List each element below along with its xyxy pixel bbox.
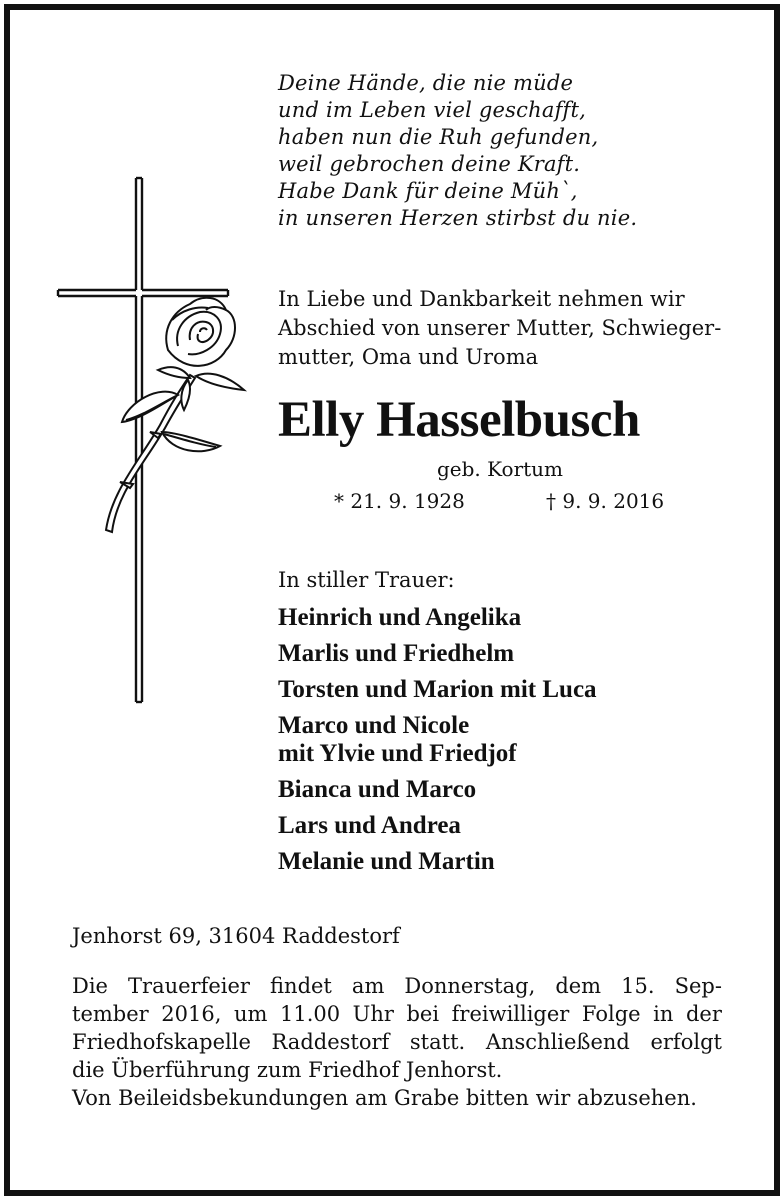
ceremony-word: bei bbox=[406, 1002, 440, 1026]
ceremony-word: Raddestorf bbox=[271, 1030, 390, 1054]
poem-line: Habe Dank für deine Müh`, bbox=[278, 179, 578, 203]
ceremony-word: Trauerfeier bbox=[128, 974, 250, 998]
mourner-entry: Heinrich und Angelika bbox=[278, 604, 522, 631]
mourner-entry: Melanie und Martin bbox=[278, 848, 495, 875]
deceased-name: Elly Hasselbusch bbox=[278, 392, 640, 448]
poem-line: und im Leben viel geschafft, bbox=[278, 98, 587, 122]
mourner-entry: Marco und Nicole bbox=[278, 712, 470, 739]
ceremony-word: freiwilliger bbox=[451, 1002, 570, 1026]
ceremony-word: 11.00 bbox=[279, 1002, 341, 1026]
birth-name: geb. Kortum bbox=[436, 457, 564, 481]
mourner-entry: mit Ylvie und Friedjof bbox=[278, 740, 517, 767]
death-date: † 9. 9. 2016 bbox=[546, 489, 665, 513]
ceremony-word: Folge bbox=[581, 1002, 641, 1026]
ceremony-word: Die bbox=[72, 974, 108, 998]
ceremony-word: Sep- bbox=[674, 974, 722, 998]
intro-text bbox=[278, 285, 721, 372]
mourner-entry: Marlis und Friedhelm bbox=[278, 640, 515, 667]
poem-line: Deine Hände, die nie müde bbox=[278, 71, 574, 95]
ceremony-word: erfolgt bbox=[650, 1030, 722, 1054]
mourners-list bbox=[278, 604, 597, 884]
ceremony-word: statt. bbox=[409, 1030, 466, 1054]
ceremony-word: 15. bbox=[621, 974, 655, 998]
ceremony-line: die Überführung zum Friedhof Jenhorst. bbox=[72, 1058, 503, 1082]
condolence-note: Von Beileidsbekundungen am Grabe bitten wir abzusehen. bbox=[72, 1086, 697, 1110]
obituary-notice bbox=[4, 4, 780, 1196]
ceremony-word: dem bbox=[555, 974, 602, 998]
ceremony-word: 2016, bbox=[161, 1002, 222, 1026]
mourner-entry: Bianca und Marco bbox=[278, 776, 477, 803]
ceremony-line bbox=[72, 1000, 722, 1028]
poem-line: weil gebrochen deine Kraft. bbox=[278, 152, 581, 176]
birth-date: * 21. 9. 1928 bbox=[334, 489, 465, 513]
ceremony-line bbox=[72, 1028, 722, 1056]
ceremony-info bbox=[72, 972, 722, 1084]
ceremony-word: Friedhofskapelle bbox=[72, 1030, 251, 1054]
address: Jenhorst 69, 31604 Raddestorf bbox=[72, 924, 400, 948]
ceremony-word: Anschließend bbox=[485, 1030, 630, 1054]
ceremony-word: Uhr bbox=[352, 1002, 394, 1026]
ceremony-word: um bbox=[233, 1002, 268, 1026]
ceremony-word: am bbox=[351, 974, 385, 998]
mourning-label: In stiller Trauer: bbox=[278, 568, 455, 592]
mourner-entry: Torsten und Marion mit Luca bbox=[278, 676, 597, 703]
ceremony-line bbox=[72, 972, 722, 1000]
poem-line: haben nun die Ruh gefunden, bbox=[278, 125, 599, 149]
ceremony-word: findet bbox=[270, 974, 332, 998]
mourner-entry: Lars und Andrea bbox=[278, 812, 461, 839]
cross-with-rose-icon bbox=[50, 170, 250, 710]
intro-line: In Liebe und Dankbarkeit nehmen wir bbox=[278, 287, 685, 311]
poem bbox=[278, 70, 637, 232]
intro-line: mutter, Oma und Uroma bbox=[278, 345, 539, 369]
intro-line: Abschied von unserer Mutter, Schwieger- bbox=[278, 316, 722, 340]
ceremony-word: tember bbox=[72, 1002, 149, 1026]
ceremony-word: in bbox=[653, 1002, 674, 1026]
ceremony-word: Donnerstag, bbox=[404, 974, 536, 998]
poem-line: in unseren Herzen stirbst du nie. bbox=[278, 206, 638, 230]
ceremony-word: der bbox=[685, 1002, 722, 1026]
